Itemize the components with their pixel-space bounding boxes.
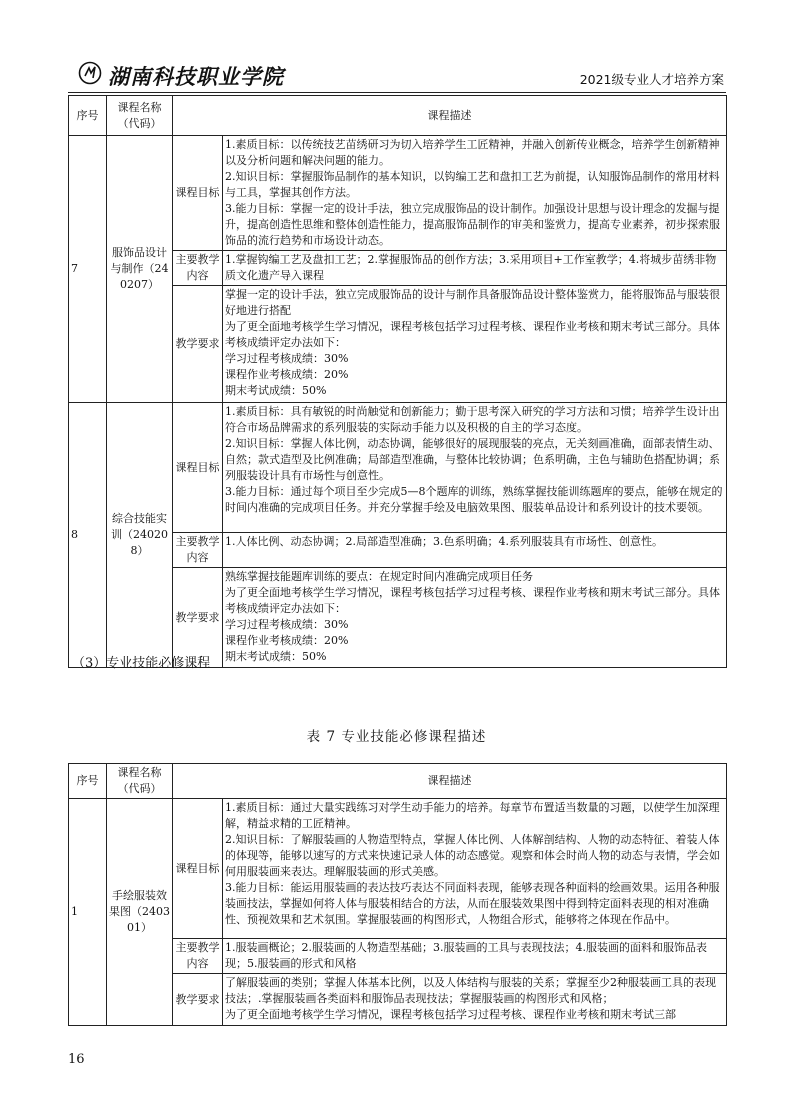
row-goal-label: 课程目标 bbox=[173, 136, 223, 251]
course-table bbox=[68, 763, 727, 1026]
header-seq: 序号 bbox=[69, 96, 107, 136]
page-number: 16 bbox=[68, 1052, 85, 1067]
row-content-text: 1.服装画概论；2.服装画的人物造型基础；3.服装画的工具与表现技法；4.服装画的面料和服饰品表现；5.服装画的形式和风格 bbox=[223, 939, 727, 974]
row-goal-text: 1.素质目标：通过大量实践练习对学生动手能力的培养。每章节布置适当数量的习题，以使学生加深理解，精益求精的工匠精神。 2.知识目标：了解服装画的人物造型特点，掌握人体比例、人体解剖结构、人物的动态特征、着装人体的体现等，能够以速写的方式来快速记录人体的动态感觉。观察和体会时尚人物的动态与表情，学会如何用服装画来表达。理解服装画的形式美感。 3.能力目标：能运用服装画的表达技巧表达不同面料表现，能够表现各种面料的绘画效果。运用各种服装画技法，掌握如何将人体与服装相结合的方法，从而在服装效果图中得到特定面料表现的相对准确性、预视效果和艺术氛围。掌握服装画的构图形式，人物组合形式，能够将之体现在作品中。 bbox=[223, 799, 727, 939]
header-desc: 课程描述 bbox=[173, 96, 727, 136]
course-table-continued bbox=[68, 95, 727, 668]
header-course: 课程名称（代码） bbox=[107, 96, 173, 136]
header-desc: 课程描述 bbox=[173, 764, 727, 799]
row-course-name: 手绘服装效果图（240301） bbox=[107, 799, 173, 1026]
table-header-row bbox=[69, 96, 727, 136]
table-row bbox=[69, 403, 727, 533]
header-course: 课程名称（代码） bbox=[107, 764, 173, 799]
table-row bbox=[69, 799, 727, 939]
row-content-label: 主要教学内容 bbox=[173, 939, 223, 974]
table-row bbox=[69, 136, 727, 251]
row-req-text: 掌握一定的设计手法，独立完成服饰品的设计与制作具备服饰品设计整体鉴赏力，能将服饰品与服装很好地进行搭配 为了更全面地考核学生学习情况，课程考核包括学习过程考核、课程作业考核和期末考试三部分。具体考核成绩评定办法如下： 学习过程考核成绩：30% 课程作业考核成绩：20% 期末考试成绩：50% bbox=[223, 286, 727, 403]
row-content-label: 主要教学内容 bbox=[173, 251, 223, 286]
row-req-label: 教学要求 bbox=[173, 568, 223, 668]
table-caption: 表 7 专业技能必修课程描述 bbox=[306, 729, 487, 745]
header-seq: 序号 bbox=[69, 764, 107, 799]
row-req-label: 教学要求 bbox=[173, 974, 223, 1026]
table-header-row bbox=[69, 764, 727, 799]
row-seq: 7 bbox=[69, 136, 107, 403]
row-content-text: 1.人体比例、动态协调；2.局部造型准确；3.色系明确；4.系列服装具有市场性、创意性。 bbox=[223, 533, 727, 568]
row-seq: 1 bbox=[69, 799, 107, 1026]
school-name-logo: 湖南科技职业学院 bbox=[108, 64, 284, 89]
page-header bbox=[68, 58, 726, 93]
row-req-label: 教学要求 bbox=[173, 286, 223, 403]
row-content-text: 1.掌握钩编工艺及盘扣工艺；2.掌握服饰品的创作方法；3.采用项目+工作室教学；4.将城步苗绣非物质文化遗产导入课程 bbox=[223, 251, 727, 286]
row-goal-text: 1.素质目标：具有敏锐的时尚触觉和创新能力；勤于思考深入研究的学习方法和习惯；培养学生设计出符合市场品牌需求的系列服装的实际动手能力以及积极的自主的学习态度。 2.知识目标：掌握人体比例，动态协调，能够很好的展现服装的亮点，无关刻画准确，面部表情生动、自然；款式造型及比例准确；局部造型准确，与整体比较协调；色系明确，主色与辅助色搭配协调；系列服装设计具有市场性与创意性。 3.能力目标：通过每个项目至少完成5—8个题库的训练，熟练掌握技能训练题库的要点，能够在规定的时间内准确的完成项目任务。并充分掌握手绘及电脑效果图、服装单品设计和系列设计的技术要领。 bbox=[223, 403, 727, 533]
school-logo-icon bbox=[78, 61, 102, 85]
row-goal-text: 1.素质目标：以传统技艺苗绣研习为切入培养学生工匠精神，并融入创新传业概念，培养学生创新精神以及分析问题和解决问题的能力。 2.知识目标：掌握服饰品制作的基本知识，以钩编工艺和盘扣工艺为前提，认知服饰品制作的常用材料与工具，掌握其创作方法。 3.能力目标：掌握一定的设计手法，独立完成服饰品的设计制作。加强设计思想与设计理念的发掘与提升，提高创造性思维和整体创造性能力，提高服饰品制作的审美和鉴赏力，提高专业素养，初步探索服饰品的流行趋势和市场设计动态。 bbox=[223, 136, 727, 251]
row-goal-label: 课程目标 bbox=[173, 403, 223, 533]
row-req-text: 了解服装画的类别；掌握人体基本比例，以及人体结构与服装的关系；掌握至少2种服装画工具的表现技法；.掌握服装画各类面料和服饰品表现技法；掌握服装画的构图形式和风格； 为了更全面地考核学生学习情况，课程考核包括学习过程考核、课程作业考核和期末考试三部 bbox=[223, 974, 727, 1026]
row-course-name: 服饰品设计与制作（240207） bbox=[107, 136, 173, 403]
row-course-name: 综合技能实训（240208） bbox=[107, 403, 173, 668]
section-heading: （3）专业技能必修课程 bbox=[72, 656, 211, 671]
row-content-label: 主要教学内容 bbox=[173, 533, 223, 568]
document-title: 2021级专业人才培养方案 bbox=[579, 72, 724, 87]
row-seq: 8 bbox=[69, 403, 107, 668]
row-req-text: 熟练掌握技能题库训练的要点：在规定时间内准确完成项目任务 为了更全面地考核学生学习情况，课程考核包括学习过程考核、课程作业考核和期末考试三部分。具体考核成绩评定办法如下： 学习过程考核成绩：30% 课程作业考核成绩：20% 期末考试成绩：50% bbox=[223, 568, 727, 668]
row-goal-label: 课程目标 bbox=[173, 799, 223, 939]
